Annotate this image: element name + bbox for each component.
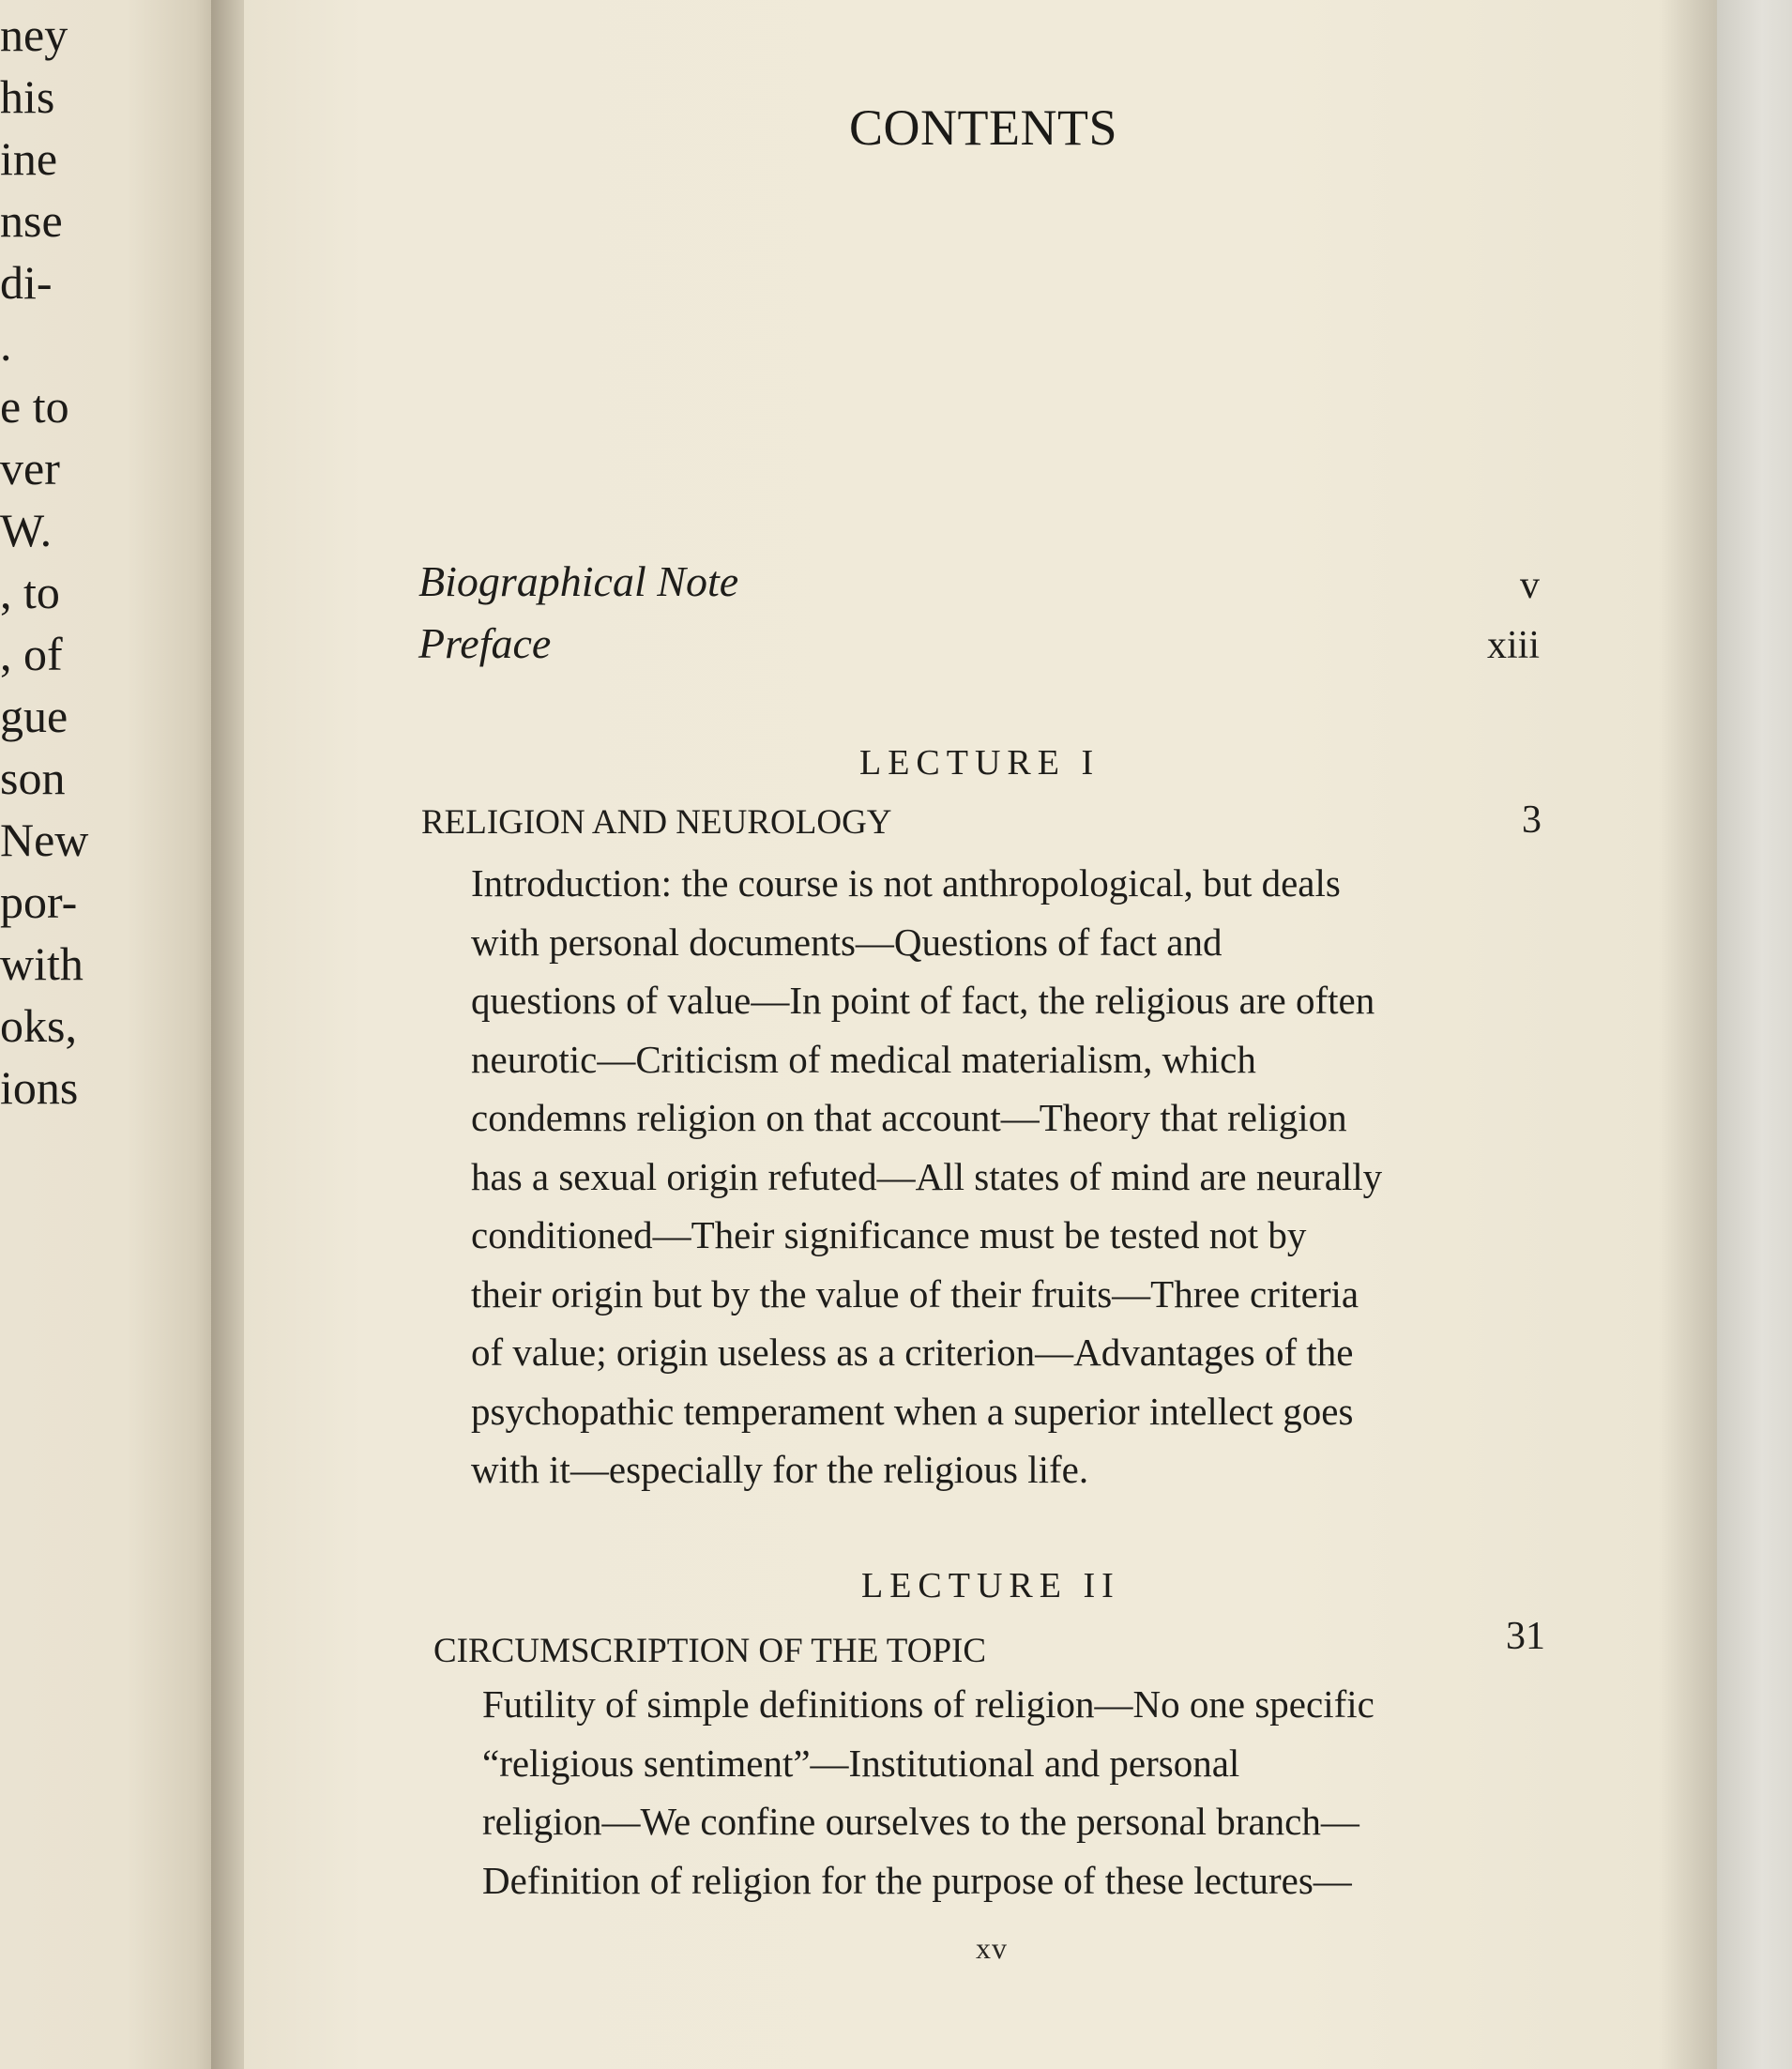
left-page-line: oks, [0, 999, 77, 1052]
toc-entry-preface: Preface [418, 619, 552, 667]
table-surface [1717, 0, 1792, 2069]
summary-line: Introduction: the course is not anthropological, but deals [471, 861, 1341, 905]
summary-line: condemns religion on that account—Theory that religion [471, 1096, 1347, 1139]
lecture-label: LECTURE II [861, 1566, 1120, 1605]
summary-line: has a sexual origin refuted—All states of mind are neurally [471, 1154, 1383, 1198]
summary-line: neurotic—Criticism of medical materialism, which [471, 1037, 1256, 1081]
toc-page-number: 3 [1522, 799, 1541, 842]
left-page-line: nse [0, 194, 63, 247]
left-page-line: e to [0, 380, 69, 433]
left-page-line: , of [0, 628, 63, 680]
summary-line: psychopathic temperament when a superior intellect goes [471, 1389, 1354, 1433]
page-edge-shadow [1661, 0, 1717, 2069]
contents-page [244, 0, 1717, 2069]
page-title: CONTENTS [849, 99, 1117, 156]
left-page-line: . [0, 318, 12, 371]
chapter-summary [471, 854, 1382, 1499]
toc-page-number: v [1520, 564, 1540, 607]
left-page-line: gue [0, 690, 68, 742]
left-page-line: ver [0, 442, 60, 494]
left-page-line: por- [0, 875, 78, 928]
summary-line: religion—We confine ourselves to the personal branch— [482, 1800, 1359, 1843]
toc-page-number: xiii [1487, 624, 1541, 667]
toc-entry-biographical-note: Biographical Note [418, 557, 739, 605]
summary-line: Definition of religion for the purpose of these lectures— [482, 1858, 1352, 1902]
summary-line: their origin but by the value of their fruits—Three criteria [471, 1271, 1359, 1316]
chapter-summary [482, 1675, 1374, 1909]
summary-line: Futility of simple definitions of religion—No one specific [482, 1682, 1374, 1726]
left-page-line: ney [0, 8, 68, 61]
page-folio: xv [976, 1931, 1008, 1965]
summary-line: of value; origin useless as a criterion—Advantages of the [471, 1331, 1354, 1374]
left-page-line: W. [0, 504, 53, 556]
left-page-line: , to [0, 566, 60, 618]
summary-line: questions of value—In point of fact, the religious are often [471, 979, 1375, 1022]
left-page-line: with [0, 937, 84, 990]
chapter-title: CIRCUMSCRIPTION OF THE TOPIC [433, 1632, 987, 1670]
left-page-line: New [0, 814, 89, 866]
summary-line: with it—especially for the religious life. [471, 1448, 1089, 1491]
left-page-line: son [0, 752, 66, 804]
left-page [0, 0, 230, 2069]
summary-line: with personal documents—Questions of fact and [471, 920, 1223, 964]
left-page-line: ine [0, 132, 58, 185]
left-page-line: di- [0, 256, 53, 309]
summary-line: “religious sentiment”—Institutional and personal [482, 1741, 1240, 1785]
chapter-title: RELIGION AND NEUROLOGY [421, 803, 892, 842]
lecture-label: LECTURE I [859, 743, 1101, 783]
left-page-line: ions [0, 1061, 79, 1114]
toc-page-number: 31 [1506, 1615, 1545, 1658]
left-page-line: his [0, 70, 55, 123]
summary-line: conditioned—Their significance must be tested not by [471, 1213, 1307, 1256]
left-page-text [0, 0, 88, 1118]
